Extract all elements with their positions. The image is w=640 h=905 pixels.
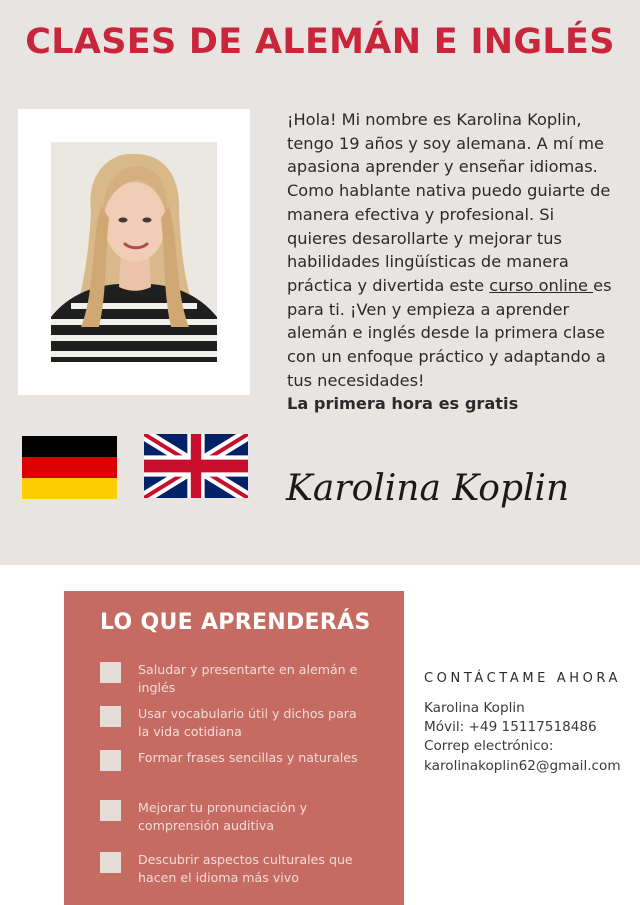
checkbox-icon	[100, 800, 121, 821]
signature	[282, 448, 570, 528]
learn-item-text: Descubrir aspectos culturales que hacen el idioma más vivo	[138, 852, 353, 885]
learn-item-text: Mejorar tu pronunciación y comprensión auditiva	[138, 800, 308, 833]
bio-paragraph	[287, 108, 617, 392]
germany-flag-icon	[22, 436, 117, 499]
photo-frame	[18, 109, 250, 395]
learn-item-text: Saludar y presentarte en alemán e inglés	[138, 662, 358, 695]
checkbox-icon	[100, 706, 121, 727]
contact-name: Karolina Koplin	[424, 700, 525, 716]
learn-item-text: Formar frases sencillas y naturales	[138, 750, 358, 765]
contact-phone[interactable]: Móvil: +49 15117518486	[424, 719, 597, 736]
learn-title: LO QUE APRENDERÁS	[100, 610, 371, 635]
bio-part1: ¡Hola! Mi nombre es Karolina Koplin, tengo 19 años y soy alemana. A mí me apasiona aprender y enseñar idiomas. Como hablante nativa puedo guiarte de manera efectiva y profesional. Si quieres desarollarte y mejorar tus habilidades lingüísticas de manera práctica y divertida este	[287, 110, 611, 295]
learn-item-text: Usar vocabulario útil y dichos para la vida cotidiana	[138, 706, 357, 739]
contact-email-label: Correp electrónico:	[424, 738, 554, 755]
course-link[interactable]: curso online	[489, 275, 594, 295]
portrait-illustration	[51, 142, 217, 362]
contact-info	[424, 699, 621, 776]
uk-flag-icon	[144, 434, 248, 498]
page-title: CLASES DE ALEMÁN E INGLÉS	[25, 22, 615, 62]
signature-text: Karolina Koplin	[286, 468, 570, 509]
checkbox-icon	[100, 852, 121, 873]
contact-email[interactable]: karolinakoplin62@gmail.com	[424, 757, 621, 774]
checkbox-icon	[100, 750, 121, 771]
profile-photo	[51, 142, 217, 362]
learn-card	[64, 591, 404, 905]
checkbox-icon	[100, 662, 121, 683]
bio-part2: es para ti. ¡Ven y empieza a aprender alemán e inglés desde la primera clase con un enfoque práctico y adaptando a tus necesidades!	[287, 275, 612, 390]
free-first-hour: La primera hora es gratis	[287, 394, 519, 414]
bio-text	[287, 108, 617, 416]
contact-title: CONTÁCTAME AHORA	[424, 671, 621, 686]
